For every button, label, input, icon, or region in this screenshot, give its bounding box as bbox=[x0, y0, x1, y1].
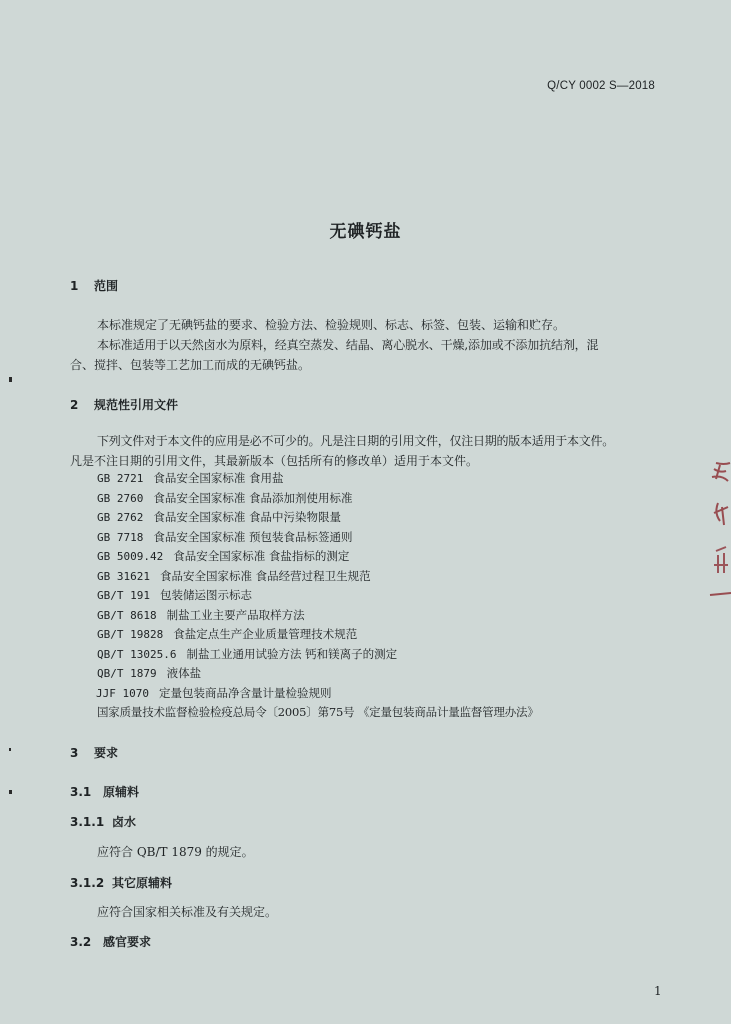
section-title: 卤水 bbox=[112, 815, 137, 829]
reference-title: 食品安全国家标准 食品中污染物限量 bbox=[153, 510, 342, 524]
reference-item bbox=[97, 703, 539, 723]
reference-title: 食品安全国家标准 食品经营过程卫生规范 bbox=[159, 568, 371, 583]
reference-list bbox=[97, 469, 539, 723]
section-3-1-2-heading bbox=[70, 874, 172, 891]
reference-code: GB 7718 bbox=[97, 530, 144, 544]
reference-code: GB 2721 bbox=[97, 472, 144, 485]
section-title: 范围 bbox=[94, 279, 119, 293]
reference-item bbox=[97, 528, 539, 548]
section-number: 3 bbox=[70, 746, 79, 760]
section-title: 规范性引用文件 bbox=[94, 398, 179, 412]
section-3-1-1-heading bbox=[70, 813, 136, 830]
reference-code: GB 2760 bbox=[97, 491, 144, 505]
normative-paragraph-1b: 凡是不注日期的引用文件，其最新版本（包括所有的修改单）适用于本文件。 bbox=[70, 454, 479, 468]
reference-code: GB/T 8618 bbox=[97, 608, 157, 622]
partial-seal-stamp bbox=[706, 455, 731, 605]
reference-item bbox=[97, 625, 539, 645]
section-3-2-heading bbox=[70, 933, 151, 950]
reference-code: GB 5009.42 bbox=[97, 550, 164, 563]
section-2-heading bbox=[70, 396, 178, 413]
reference-title: 包装储运图示标志 bbox=[159, 588, 252, 602]
section-title: 感官要求 bbox=[103, 935, 152, 949]
reference-title: 食盐定点生产企业质量管理技术规范 bbox=[173, 627, 358, 641]
section-3-1-heading bbox=[70, 783, 139, 800]
reference-title: 食品安全国家标准 预包装食品标签通则 bbox=[153, 529, 353, 544]
scan-speck bbox=[9, 790, 12, 794]
reference-item bbox=[97, 469, 539, 489]
reference-item bbox=[96, 684, 539, 704]
reference-title: 食品安全国家标准 食用盐 bbox=[153, 471, 284, 485]
section-title: 原辅料 bbox=[103, 785, 140, 799]
scope-paragraph-2b: 合、搅拌、包装等工艺加工而成的无碘钙盐。 bbox=[70, 358, 311, 372]
section-number: 2 bbox=[70, 398, 79, 412]
document-code: Q/CY 0002 S—2018 bbox=[547, 80, 655, 92]
document-title: 无碘钙盐 bbox=[329, 222, 402, 242]
reference-code: GB 31621 bbox=[97, 569, 150, 583]
section-title: 要求 bbox=[94, 746, 119, 760]
reference-item bbox=[97, 508, 539, 528]
reference-code: GB 2762 bbox=[97, 511, 144, 524]
reference-item bbox=[97, 567, 539, 587]
scan-speck bbox=[9, 377, 12, 382]
section-title: 其它原辅料 bbox=[112, 876, 173, 890]
reference-code: GB/T 191 bbox=[97, 589, 150, 602]
reference-item bbox=[97, 489, 539, 509]
reference-title: 制盐工业主要产品取样方法 bbox=[166, 607, 305, 622]
normative-paragraph-1a: 下列文件对于本文件的应用是必不可少的。凡是注日期的引用文件，仅注日期的版本适用于本文件。 bbox=[97, 434, 615, 448]
reference-code: GB/T 19828 bbox=[97, 628, 164, 641]
reference-item bbox=[97, 664, 539, 684]
section-number: 3.1.1 bbox=[70, 815, 105, 829]
reference-code: QB/T 13025.6 bbox=[97, 647, 177, 661]
scan-speck bbox=[9, 748, 11, 751]
reference-code: JJF 1070 bbox=[96, 686, 149, 700]
reference-title: 液体盐 bbox=[166, 666, 202, 680]
section-1-heading bbox=[70, 277, 118, 294]
section-number: 1 bbox=[70, 279, 79, 293]
reference-code: QB/T 1879 bbox=[97, 667, 157, 680]
scope-paragraph-1: 本标准规定了无碘钙盐的要求、检验方法、检验规则、标志、标签、包装、运输和贮存。 bbox=[97, 318, 566, 332]
reference-title: 制盐工业通用试验方法 钙和镁离子的测定 bbox=[186, 646, 398, 661]
section-3-heading bbox=[70, 744, 118, 761]
page-number: 1 bbox=[654, 984, 662, 998]
section-number: 3.1.2 bbox=[70, 876, 105, 890]
reference-item bbox=[97, 606, 539, 626]
reference-item bbox=[97, 547, 539, 567]
reference-title: 国家质量技术监督检验检疫总局令〔2005〕第75号 《定量包装商品计量监督管理办法》 bbox=[97, 705, 539, 719]
other-materials-requirement: 应符合国家相关标准及有关规定。 bbox=[97, 905, 278, 919]
section-number: 3.2 bbox=[70, 935, 92, 949]
reference-item bbox=[97, 586, 539, 606]
section-number: 3.1 bbox=[70, 785, 92, 799]
reference-title: 食品安全国家标准 食品添加剂使用标准 bbox=[153, 490, 353, 505]
reference-item bbox=[97, 645, 539, 665]
reference-title: 定量包装商品净含量计量检验规则 bbox=[158, 685, 332, 700]
reference-title: 食品安全国家标准 食盐指标的测定 bbox=[173, 549, 350, 563]
scope-paragraph-2a: 本标准适用于以天然卤水为原料，经真空蒸发、结晶、离心脱水、干燥,添加或不添加抗结剂，混 bbox=[97, 338, 599, 352]
brine-requirement: 应符合 QB/T 1879 的规定。 bbox=[97, 845, 254, 859]
